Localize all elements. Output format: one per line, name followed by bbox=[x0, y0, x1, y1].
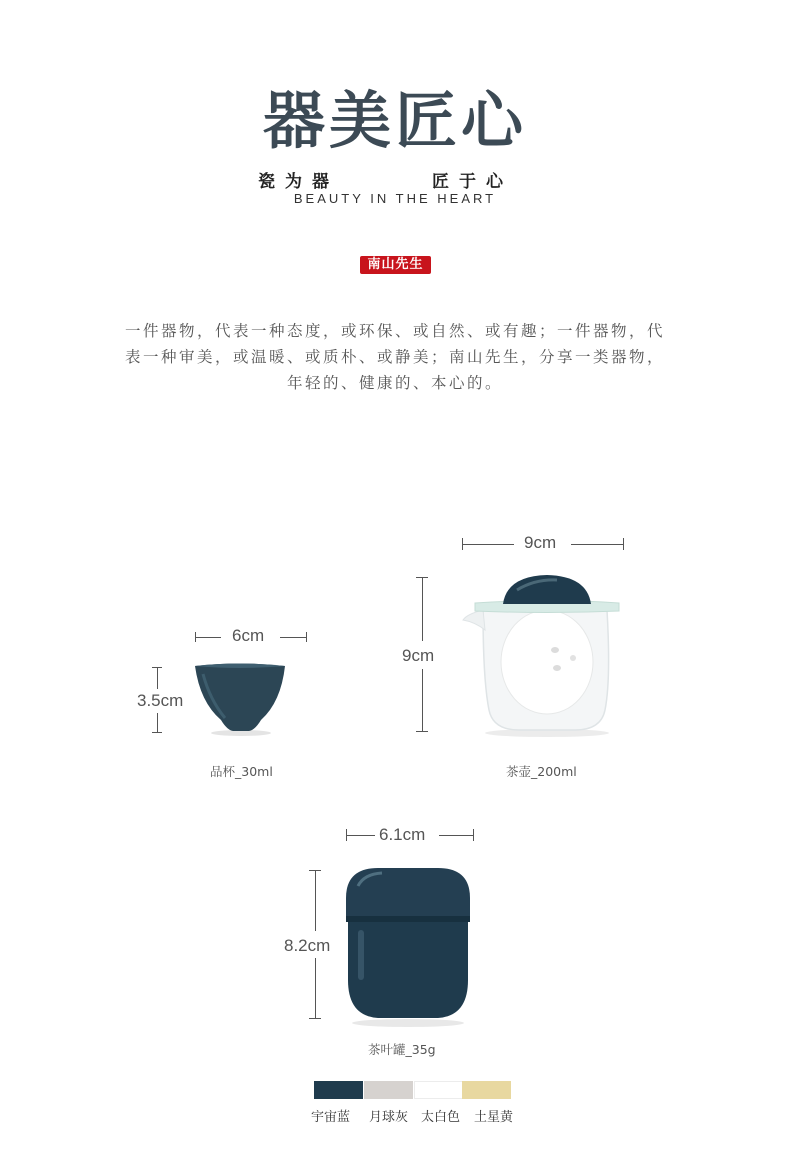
caddy-caption: 茶叶罐_35g bbox=[368, 1042, 436, 1057]
teapot-image bbox=[455, 570, 635, 740]
color-label-3: 太白色 bbox=[421, 1110, 461, 1125]
color-label-1: 宇宙蓝 bbox=[311, 1110, 351, 1125]
cup-width-label: 6cm bbox=[232, 626, 265, 645]
caddy-width-label: 6.1cm bbox=[379, 825, 426, 844]
swatch-cosmic-blue bbox=[314, 1081, 363, 1099]
caddy-height-label: 8.2cm bbox=[284, 936, 331, 955]
intro-paragraph: 一件器物，代表一种态度，或环保、或自然、或有趣；一件器物，代表一种审美，或温暖、或质朴、或静美；南山先生，分享一类器物，年轻的、健康的、本心的。 bbox=[125, 322, 666, 392]
brand-stamp-logo: 南山先生 bbox=[360, 256, 431, 274]
teapot-width-label: 9cm bbox=[524, 533, 557, 552]
cup-caption: 品杯_30ml bbox=[210, 764, 273, 779]
tea-caddy-image bbox=[338, 862, 478, 1030]
cup-height-label: 3.5cm bbox=[137, 691, 184, 710]
english-tagline: BEAUTY IN THE HEART bbox=[293, 191, 497, 206]
subtitle-right: 匠于心 bbox=[432, 172, 513, 192]
teapot-caption: 茶壶_200ml bbox=[506, 764, 577, 779]
subtitle-left: 瓷为器 bbox=[258, 172, 339, 192]
swatch-moon-gray bbox=[364, 1081, 413, 1099]
color-label-4: 土星黄 bbox=[474, 1110, 514, 1125]
tea-cup-image bbox=[185, 660, 295, 740]
swatch-white bbox=[414, 1081, 463, 1099]
teapot-height-label: 9cm bbox=[402, 646, 435, 665]
swatch-saturn-yellow bbox=[462, 1081, 511, 1099]
color-label-2: 月球灰 bbox=[369, 1110, 409, 1125]
page-title: 器美匠心 bbox=[262, 84, 527, 157]
